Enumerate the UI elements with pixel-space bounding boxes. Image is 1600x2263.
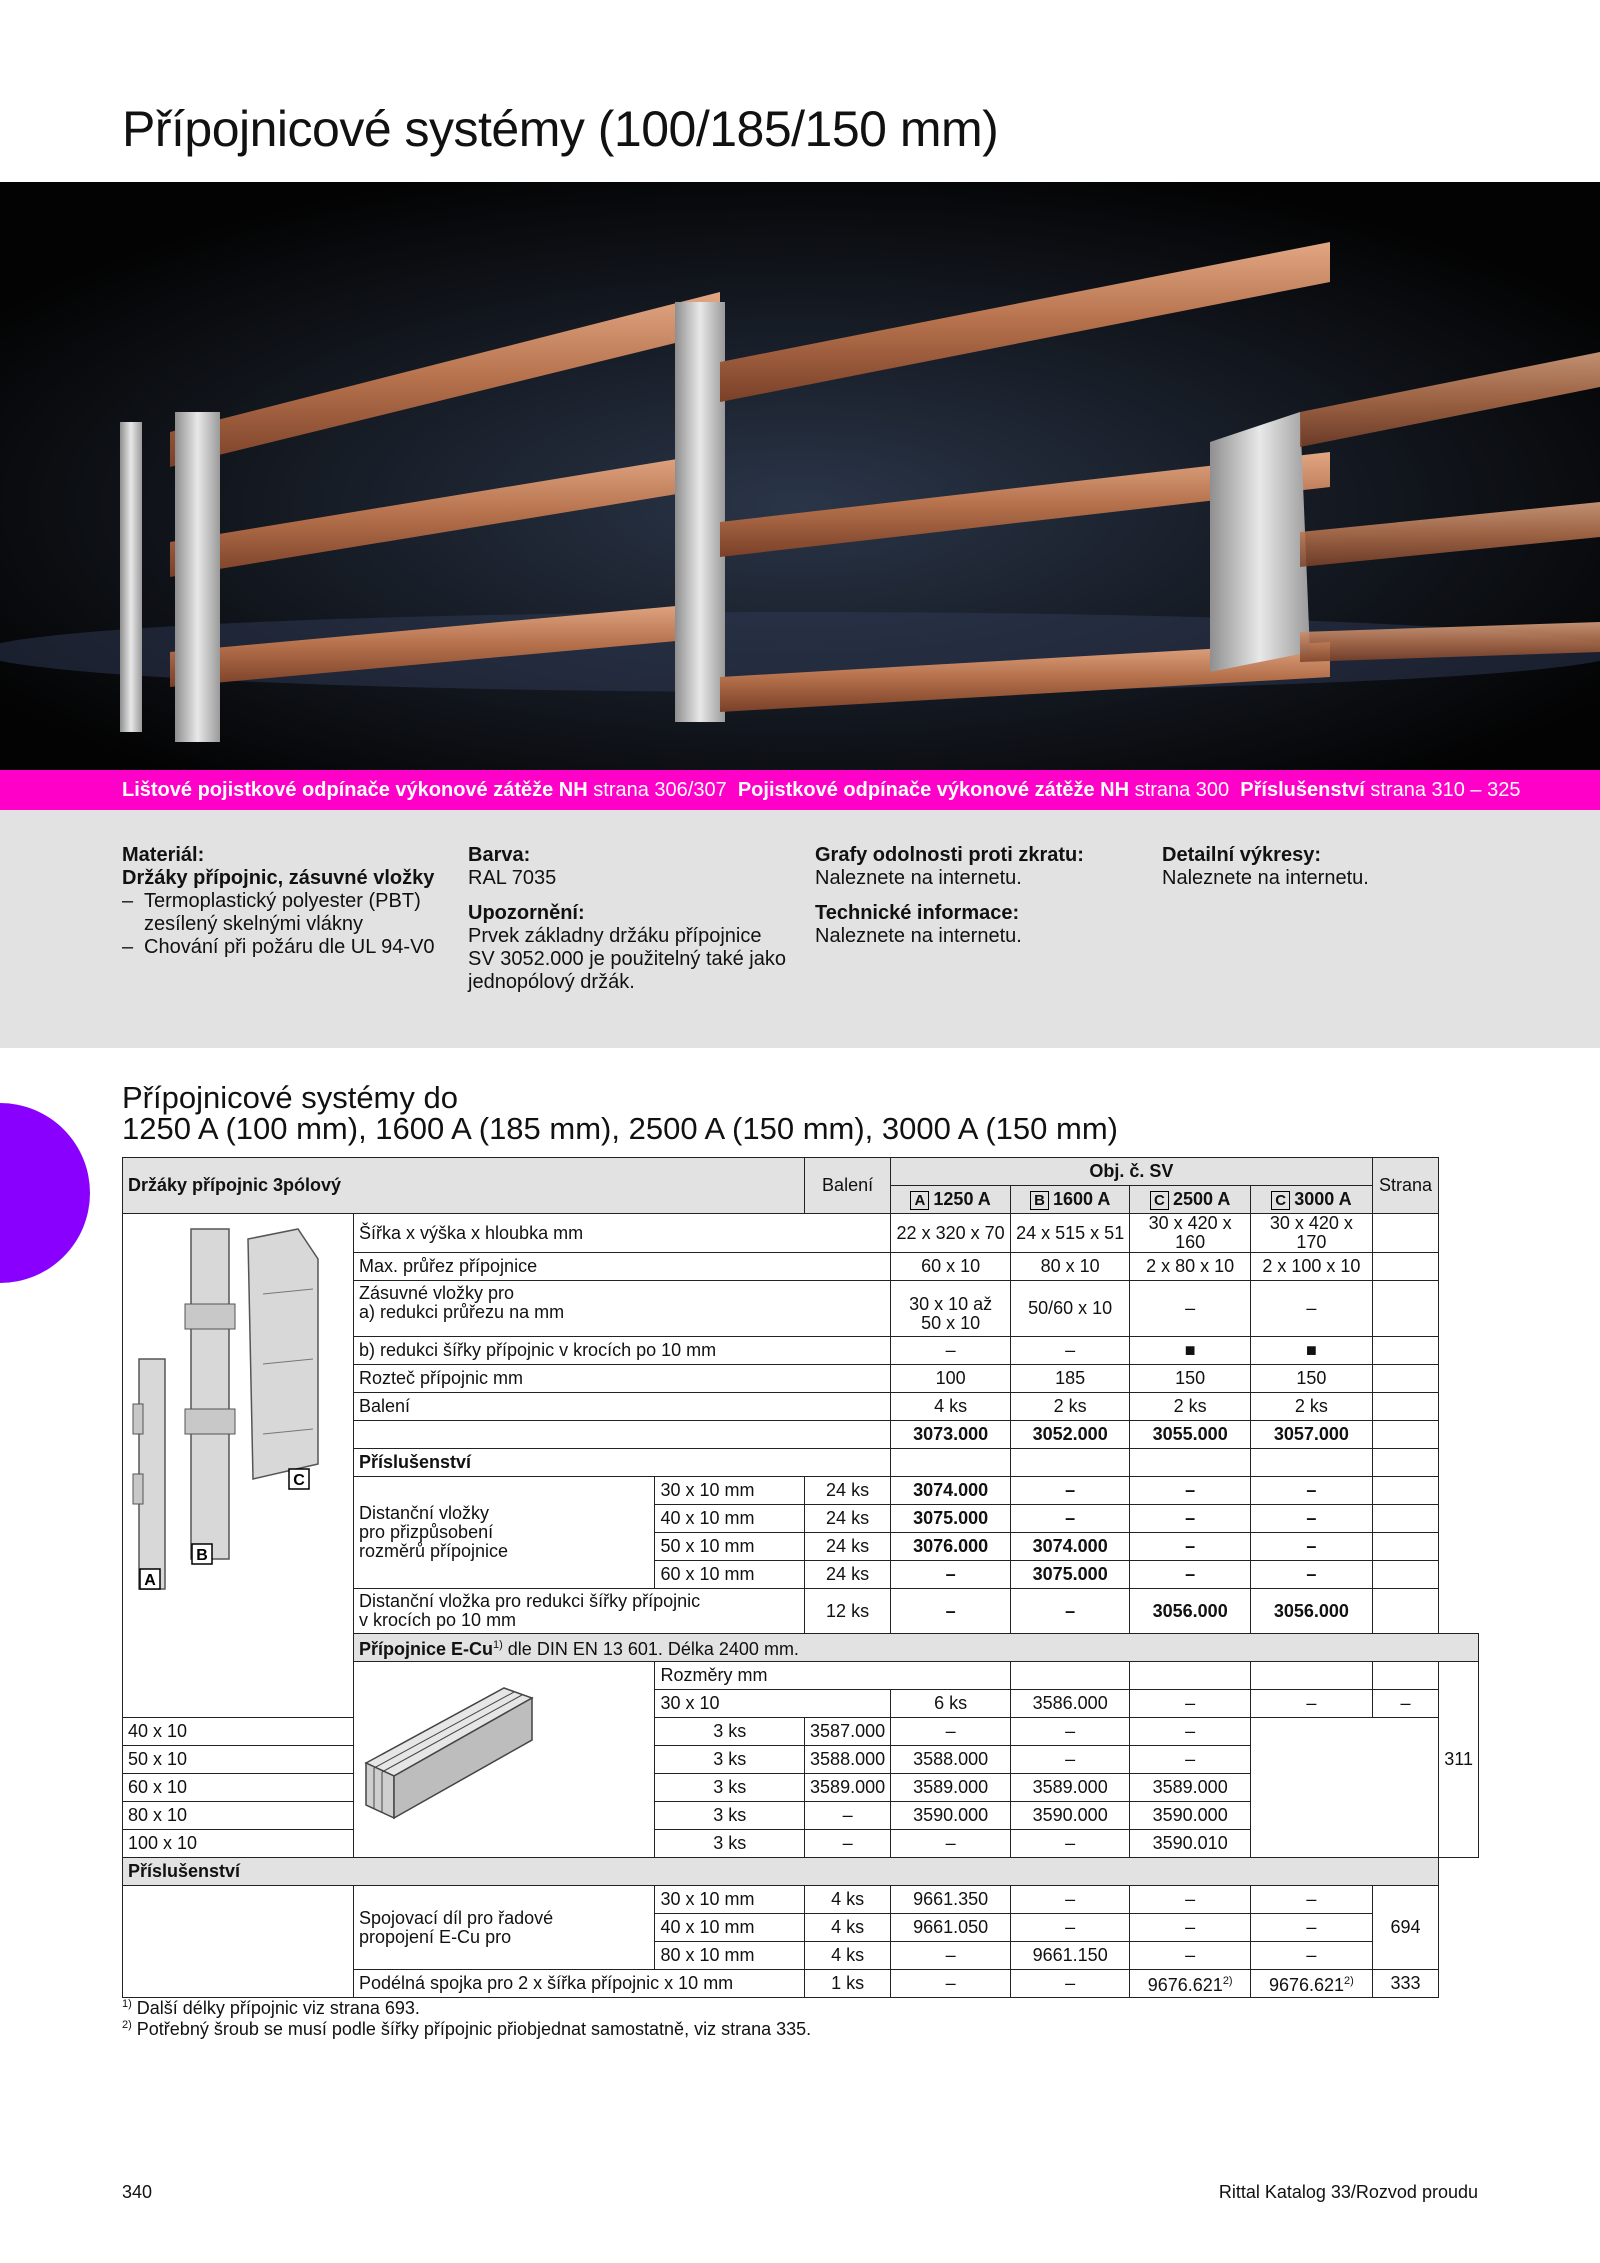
table-row: 3073.000 3052.000 3055.000 3057.000 xyxy=(123,1421,1479,1449)
img-letter-a: A xyxy=(144,1572,156,1589)
table-row: Podélná spojka pro 2 x šířka přípojnic x 10 mm 1 ks – – 9676.621$^{2)}$ 9676.621$^{2)}$ 333 xyxy=(123,1970,1479,1998)
footnote-2: $^{2)}$ Potřebný šroub se musí podle šířky přípojnic přiobjednat samostatně, viz strana 335. xyxy=(122,2019,812,2039)
table-row: 40 x 10 3 ks 3587.000 – – – xyxy=(123,1718,1479,1746)
table-row: Rozteč přípojnic mm 100 185 150 150 xyxy=(123,1365,1479,1393)
acc2-header-row: Příslušenství xyxy=(123,1858,1479,1886)
section-title: Přípojnicové systémy do 1250 A (100 mm), 1600 A (185 mm), 2500 A (150 mm), 3000 A (150 mm) xyxy=(122,1080,1118,1146)
material-list xyxy=(122,890,437,959)
table-row: Max. průřez přípojnice 60 x 10 80 x 10 2 x 80 x 10 2 x 100 x 10 xyxy=(123,1253,1479,1281)
variant-a: A 1250 A xyxy=(891,1186,1011,1214)
material-col: Materiál: Držáky přípojnic, zásuvné vložky – Termoplastický polyester (PBT) zesílený skelnými vlákny – Chování při požáru dle UL 94-V0 xyxy=(122,844,437,959)
link-accessories[interactable]: Příslušenství xyxy=(1240,779,1365,801)
table-row: 100 x 10 3 ks – – – 3590.010 xyxy=(123,1830,1479,1858)
footnote-1: $^{1)}$ Další délky přípojnic viz strana 693. xyxy=(122,1998,420,2018)
table-row: 80 x 10 mm 4 ks – 9661.150 – – xyxy=(123,1942,1479,1970)
table-row: 40 x 10 mm 24 ks 3075.000 – – – xyxy=(123,1505,1479,1533)
variant-c2: C 3000 A xyxy=(1251,1186,1373,1214)
table-row: Rozměry mm 311 xyxy=(123,1662,1479,1690)
table-row: b) redukci šířky přípojnic v krocích po 10 mm – – ■ ■ xyxy=(123,1337,1479,1365)
busbar-holder-illustration xyxy=(123,1214,353,1634)
img-letter-c: C xyxy=(293,1472,305,1489)
copper-busbar-illustration xyxy=(354,1668,584,1848)
page-title: Přípojnicové systémy (100/185/150 mm) xyxy=(122,101,999,157)
product-photo xyxy=(0,182,1600,770)
table-row: C B A Šířka x výška x hloubka mm 22 x 320 x 70 24 x 515 x 51 30 x 420 x 160 30 x 420 x 170 xyxy=(123,1214,1479,1253)
link-nh-fuse[interactable]: Pojistkové odpínače výkonové zátěže NH xyxy=(737,779,1130,801)
table-row: 80 x 10 3 ks – 3590.000 3590.000 3590.000 xyxy=(123,1802,1479,1830)
list-item: – Termoplastický polyester (PBT) zesílený skelnými vlákny xyxy=(122,890,437,936)
page-number: 340 xyxy=(122,2182,153,2202)
list-item: – Chování při požáru dle UL 94-V0 xyxy=(122,936,437,959)
img-letter-b: B xyxy=(196,1547,208,1564)
table-row: 40 x 10 mm 4 ks 9661.050 – – – xyxy=(123,1914,1479,1942)
variant-b: B 1600 A xyxy=(1011,1186,1130,1214)
table-row: Zásuvné vložky pro a) redukci průřezu na mm 30 x 10 až 50 x 10 50/60 x 10 – – xyxy=(123,1281,1479,1337)
link-nh-strip[interactable]: Lištové pojistkové odpínače výkonové zátěže NH xyxy=(122,779,588,801)
table-row: 60 x 10 mm 24 ks – 3075.000 – – xyxy=(123,1561,1479,1589)
table-row: Spojovací díl pro řadové propojení E-Cu pro 30 x 10 mm 4 ks 9661.350 – – – 694 xyxy=(123,1886,1479,1914)
graphs-col: Grafy odolnosti proti zkratu: Naleznete na internetu. Technické informace: Naleznete na internetu. xyxy=(815,844,1084,947)
info-box xyxy=(0,810,1600,1048)
table-row: Distanční vložky pro přizpůsobení rozměrů přípojnice 30 x 10 mm 24 ks 3074.000 – – – xyxy=(123,1477,1479,1505)
table-row: Příslušenství xyxy=(123,1449,1479,1477)
section-marker xyxy=(0,1103,90,1283)
drawings-col: Detailní výkresy: Naleznete na internetu. xyxy=(1162,844,1369,889)
ecu-header-row: Přípojnice E-Cu$^{1)}$ dle DIN EN 13 601. Délka 2400 mm. xyxy=(123,1634,1479,1662)
variant-c1: C 2500 A xyxy=(1130,1186,1251,1214)
table-row: 30 x 10 6 ks 3586.000 – – – xyxy=(123,1690,1479,1718)
table-row: 50 x 10 mm 24 ks 3076.000 3074.000 – – xyxy=(123,1533,1479,1561)
related-links-bar: Lištové pojistkové odpínače výkonové zátěže NH strana 306/307 Pojistkové odpínače výkonové zátěže NH strana 300 Příslušenství strana 310 – 325 xyxy=(0,770,1600,810)
table-row: Balení 4 ks 2 ks 2 ks 2 ks xyxy=(123,1393,1479,1421)
table-row: 60 x 10 3 ks 3589.000 3589.000 3589.000 3589.000 xyxy=(123,1774,1479,1802)
color-col: Barva: RAL 7035 Upozornění: Prvek základny držáku přípojnice SV 3052.000 je použitelný také jako jednopólový držák. xyxy=(468,844,786,993)
table-header: Držáky přípojnic 3pólový Balení Obj. č. SV Strana xyxy=(123,1158,1479,1186)
product-table xyxy=(122,1157,1479,1998)
table-row: 50 x 10 3 ks 3588.000 3588.000 – – xyxy=(123,1746,1479,1774)
catalog-info: Rittal Katalog 33/Rozvod proudu xyxy=(1218,2182,1478,2202)
table-row: Distanční vložka pro redukci šířky přípojnic v krocích po 10 mm 12 ks – – 3056.000 3056.000 xyxy=(123,1589,1479,1634)
holder-image-cell xyxy=(123,1214,354,1718)
